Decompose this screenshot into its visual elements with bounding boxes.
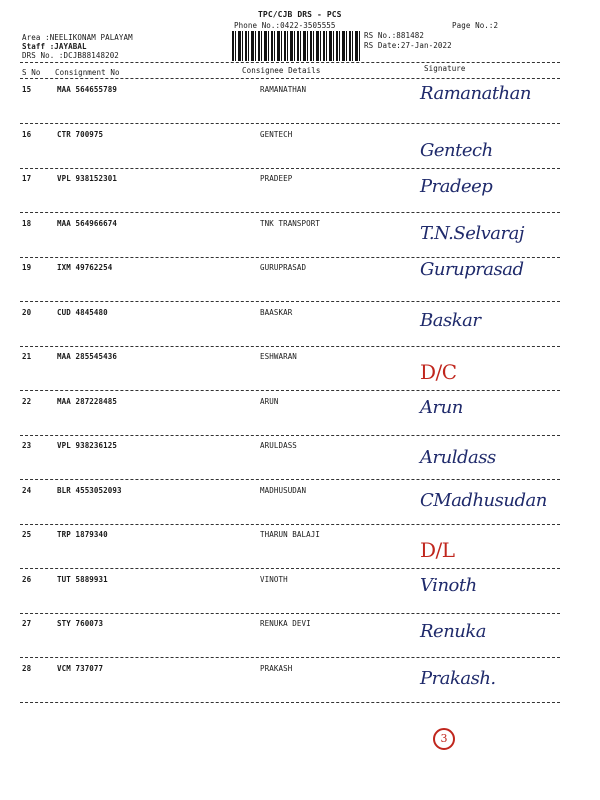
row-consignee: GENTECH	[260, 129, 293, 139]
row-signature: Aruldass	[420, 447, 496, 468]
row-consignment-no: VPL 938236125	[57, 441, 117, 450]
row-consignee: ESHWARAN	[260, 352, 297, 361]
document-title: TPC/CJB DRS - PCS	[258, 10, 342, 19]
row-sno: 24	[22, 485, 32, 495]
row-sno: 21	[22, 352, 32, 361]
row-consignment-no: STY 760073	[57, 619, 104, 628]
row-divider	[20, 123, 560, 124]
phone-number: Phone No.:0422-3505555	[234, 21, 336, 30]
row-consignee: GURUPRASAD	[260, 263, 307, 272]
area-label: Area :NEELIKONAM PALAYAM	[22, 33, 133, 42]
row-consignee: ARUN	[260, 396, 279, 406]
row-divider	[20, 435, 560, 436]
row-sno: 16	[22, 129, 32, 139]
row-signature: Renuka	[420, 621, 487, 642]
row-signature: Ramanathan	[420, 83, 531, 104]
row-remark: D/L	[420, 538, 455, 562]
row-divider	[20, 657, 560, 658]
row-sno: 26	[22, 574, 32, 584]
row-consignee: BAASKAR	[260, 307, 293, 317]
row-sno: 27	[22, 619, 32, 628]
drs-number: DRS No. :DCJB88148202	[22, 51, 119, 60]
row-signature: Pradeep	[420, 176, 493, 197]
row-consignment-no: CUD 4845480	[57, 307, 108, 317]
row-signature: Vinoth	[420, 574, 477, 596]
row-consignment-no: IXM 49762254	[57, 263, 113, 272]
row-consignment-no: CTR 700975	[57, 129, 104, 139]
row-signature: T.N.Selvaraj	[420, 222, 524, 244]
row-divider	[20, 168, 560, 169]
row-divider	[20, 524, 560, 525]
row-signature: CMadhusudan	[420, 489, 547, 511]
row-consignment-no: BLR 4553052093	[57, 485, 122, 495]
row-consignment-no: MAA 287228485	[57, 396, 117, 406]
row-consignment-no: MAA 285545436	[57, 352, 117, 361]
rs-number: RS No.:881482	[364, 31, 424, 40]
row-consignment-no: TRP 1879340	[57, 530, 108, 539]
row-sno: 18	[22, 218, 32, 228]
row-sno: 23	[22, 441, 32, 450]
row-consignment-no: VCM 737077	[57, 663, 104, 673]
row-signature: Gentech	[420, 139, 493, 161]
row-consignee: PRAKASH	[260, 663, 293, 673]
column-divider	[20, 78, 560, 79]
row-sno: 28	[22, 663, 32, 673]
row-consignee: TNK TRANSPORT	[260, 218, 320, 228]
row-consignee: RAMANATHAN	[260, 85, 307, 94]
row-consignee: THARUN BALAJI	[260, 530, 320, 539]
row-signature: Prakash.	[420, 667, 496, 689]
row-divider	[20, 212, 560, 213]
row-divider	[20, 613, 560, 614]
barcode	[232, 31, 360, 61]
row-consignment-no: MAA 564655789	[57, 85, 117, 94]
staff-label: Staff :JAYABAL	[22, 42, 87, 51]
row-signature: Guruprasad	[420, 259, 524, 280]
row-divider	[20, 390, 560, 391]
page-number: Page No.:2	[452, 21, 499, 30]
row-divider	[20, 301, 560, 302]
row-sno: 15	[22, 85, 32, 94]
row-sno: 19	[22, 263, 32, 272]
column-header-signature: Signature	[424, 64, 466, 73]
row-divider	[20, 257, 560, 258]
row-consignee: ARULDASS	[260, 441, 297, 450]
row-consignee: VINOTH	[260, 574, 288, 584]
column-header-consignment: Consignment No	[55, 68, 120, 77]
rs-date: RS Date:27-Jan-2022	[364, 41, 452, 50]
row-signature: Baskar	[420, 309, 481, 331]
row-divider	[20, 479, 560, 480]
row-consignee: RENUKA DEVI	[260, 619, 311, 628]
row-divider	[20, 346, 560, 347]
column-header-sno: S No	[22, 68, 41, 77]
row-consignment-no: MAA 564966674	[57, 218, 117, 228]
row-consignee: MADHUSUDAN	[260, 485, 307, 495]
header-divider	[20, 62, 560, 63]
row-consignment-no: VPL 938152301	[57, 174, 117, 183]
row-divider	[20, 568, 560, 569]
row-divider	[20, 702, 560, 703]
row-sno: 20	[22, 307, 32, 317]
row-sno: 17	[22, 174, 32, 183]
column-header-consignee: Consignee Details	[242, 66, 321, 75]
row-consignment-no: TUT 5889931	[57, 574, 108, 584]
row-sno: 25	[22, 530, 32, 539]
row-consignee: PRADEEP	[260, 174, 293, 183]
row-signature: Arun	[420, 396, 463, 418]
row-remark: D/C	[420, 360, 457, 384]
circled-page-mark: 3	[433, 728, 455, 750]
row-sno: 22	[22, 396, 32, 406]
